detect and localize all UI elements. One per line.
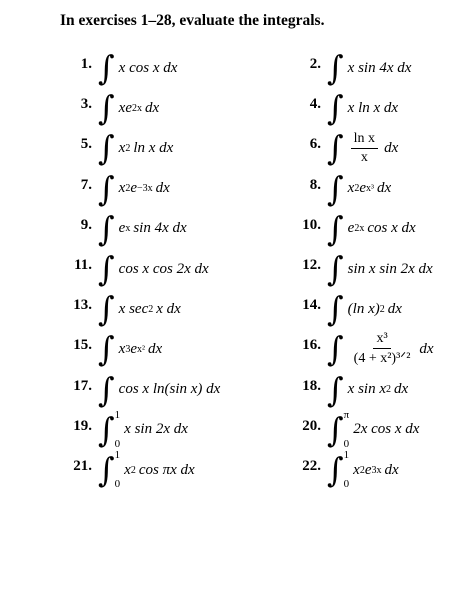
integrand-factor: e — [359, 180, 367, 197]
integrand-text: 2x cos x dx — [353, 421, 420, 438]
integral-sign: ∫ — [98, 450, 115, 490]
integral-sign: ∫ — [327, 289, 344, 330]
exercise-item — [74, 249, 209, 289]
exponent: 2 — [359, 464, 365, 476]
denominator: (4 + x²)³ᐟ² — [353, 351, 411, 367]
integral-expression — [98, 410, 188, 450]
integrand-text: x sec — [118, 300, 149, 317]
integrand-text: x — [118, 180, 126, 197]
page-heading: In exercises 1–28, evaluate the integrals. — [60, 12, 325, 29]
exercise-number: 22. — [302, 458, 321, 474]
integrand-rest: dx — [384, 461, 399, 478]
integral-limits — [115, 410, 121, 450]
integral-expression — [98, 48, 177, 88]
integral-sign: ∫ — [327, 369, 344, 410]
integrand-factor: e — [130, 180, 138, 197]
integrand-rest: dx — [148, 340, 163, 357]
integral-sign: ∫ — [98, 289, 115, 330]
integral-expression — [98, 289, 181, 329]
integrand-text: x ln x dx — [347, 99, 399, 116]
exercise-number: 9. — [80, 216, 92, 233]
lower-limit: 0 — [343, 478, 350, 490]
integrand-text: e — [347, 220, 355, 237]
integral-expression — [98, 450, 195, 490]
integral-expression — [327, 249, 433, 289]
exercise-item — [73, 329, 163, 370]
integrand-rest: dx — [377, 180, 392, 197]
integrand-rest: dx — [419, 340, 434, 357]
integral-sign: ∫ — [98, 249, 115, 289]
integral-sign: ∫ — [327, 450, 344, 490]
integral-expression — [98, 128, 173, 168]
integral-limits — [344, 450, 350, 490]
exercise-item — [80, 48, 178, 88]
exercise-item — [309, 88, 399, 129]
exercise-number: 19. — [73, 417, 92, 434]
upper-limit: 1 — [114, 449, 121, 461]
exponent: 2 — [125, 183, 131, 195]
integral-expression — [98, 209, 187, 249]
exercise-item — [80, 88, 160, 129]
integral-sign: ∫ — [98, 168, 115, 209]
exercise-number: 10. — [302, 216, 321, 233]
exponent: 2 — [386, 384, 391, 396]
integral-expression — [327, 370, 408, 410]
integral-expression — [327, 289, 402, 329]
integrand-text: (ln x) — [347, 300, 380, 317]
exercise-item — [309, 168, 392, 209]
exercise-number: 4. — [309, 96, 321, 113]
exercise-number: 6. — [309, 136, 321, 153]
exponent: 2 — [125, 142, 131, 154]
exercise-number: 17. — [73, 377, 92, 394]
integral-sign: ∫ — [98, 208, 115, 249]
integral-sign: ∫ — [327, 48, 344, 88]
integrand-rest: dx — [155, 180, 170, 197]
fraction — [351, 331, 414, 367]
integral-expression — [98, 169, 170, 209]
integral-sign: ∫ — [327, 208, 344, 249]
integral-sign: ∫ — [98, 128, 115, 169]
integral-sign: ∫ — [327, 249, 344, 289]
integral-sign: ∫ — [327, 168, 344, 209]
exponent: x³ — [366, 183, 375, 195]
integral-expression — [327, 169, 391, 209]
exercise-item — [302, 369, 409, 410]
integral-expression — [98, 249, 209, 289]
integrand-text: x — [353, 461, 360, 478]
integrand-text: x sin 4x dx — [347, 59, 412, 76]
integral-sign: ∫ — [327, 329, 344, 370]
exercise-item — [73, 289, 181, 330]
integrand-text: x sin 2x dx — [124, 421, 188, 438]
exercise-number: 5. — [80, 136, 92, 153]
exercise-item — [302, 208, 416, 249]
exercise-number: 12. — [302, 257, 321, 273]
exponent: 3x — [371, 464, 382, 476]
lower-limit: 0 — [114, 437, 121, 450]
integral-expression — [327, 410, 419, 450]
exercise-item — [80, 208, 187, 249]
exercise-number: 16. — [302, 337, 321, 354]
exercise-item — [302, 289, 402, 330]
integral-sign: ∫ — [98, 369, 115, 410]
integral-expression — [327, 329, 434, 369]
exercise-number: 14. — [302, 297, 321, 314]
integral-expression — [98, 88, 159, 128]
integrand-text: x — [347, 180, 355, 197]
exercise-item — [302, 408, 420, 450]
integrand-text: sin x sin 2x dx — [347, 260, 433, 277]
integral-expression — [327, 450, 399, 490]
exercise-number: 2. — [309, 56, 321, 72]
integrand-text: x sin x — [347, 381, 386, 398]
integral-expression — [98, 329, 162, 369]
exercise-item — [73, 408, 188, 450]
integrand-rest: dx — [387, 300, 402, 317]
exercise-number: 13. — [73, 297, 92, 314]
exercise-number: 11. — [74, 257, 92, 273]
exercise-item — [309, 48, 412, 88]
numerator: ln x — [351, 131, 378, 149]
exponent: 2 — [130, 464, 136, 476]
exponent: 2x — [132, 102, 142, 114]
exercise-item — [302, 249, 433, 289]
upper-limit: 1 — [114, 408, 121, 421]
integrand-rest: dx — [394, 381, 409, 398]
integral-sign: ∫ — [98, 409, 115, 450]
exercise-number: 3. — [80, 96, 92, 113]
integral-limits — [344, 410, 350, 450]
integral-sign: ∫ — [98, 329, 115, 370]
integral-sign: ∫ — [327, 128, 344, 169]
upper-limit: 1 — [343, 449, 350, 461]
integrand-text: xe — [118, 99, 132, 116]
exponent: 3 — [125, 343, 131, 355]
integral-sign: ∫ — [327, 409, 344, 450]
integrand-text: x — [118, 139, 126, 156]
integrand-text: x — [118, 340, 126, 357]
lower-limit: 0 — [343, 437, 350, 450]
integral-expression — [327, 48, 411, 88]
exercise-number: 20. — [302, 417, 321, 434]
exercise-item — [73, 369, 221, 410]
denominator: x — [360, 149, 368, 165]
exercise-item — [80, 168, 170, 209]
integral-limits — [115, 450, 121, 490]
integrand-text: e — [118, 220, 126, 237]
exponent: 2x — [354, 223, 365, 235]
integrand-rest: ln x dx — [133, 139, 174, 156]
lower-limit: 0 — [114, 478, 121, 490]
upper-limit: π — [343, 408, 350, 421]
exercise-item — [302, 449, 399, 490]
integrand-rest: dx — [145, 99, 160, 116]
integrand-rest: x dx — [156, 300, 181, 317]
fraction — [351, 131, 378, 166]
integrand-text: cos x cos 2x dx — [118, 260, 209, 277]
integrand-text: x cos x dx — [118, 59, 178, 76]
exercise-number: 7. — [80, 176, 92, 193]
integrand-factor: e — [364, 461, 372, 478]
integrand-rest: dx — [384, 139, 399, 156]
integrand-text: cos x ln(sin x) dx — [118, 381, 221, 398]
exercise-number: 1. — [80, 56, 92, 72]
numerator: x³ — [373, 331, 390, 349]
exponent: 2 — [379, 303, 385, 315]
integral-expression — [327, 209, 416, 249]
integrand-rest: cos πx dx — [138, 461, 195, 478]
exercise-item — [309, 128, 399, 169]
exponent: 2 — [354, 183, 360, 195]
integral-sign: ∫ — [327, 88, 344, 129]
exercise-item — [80, 128, 174, 169]
exponent: 2 — [148, 303, 154, 315]
exponent: −3x — [137, 183, 153, 195]
integral-expression — [327, 88, 398, 128]
exercise-number: 8. — [309, 176, 321, 193]
integral-expression — [98, 370, 220, 410]
integral-sign: ∫ — [98, 88, 115, 129]
integral-sign: ∫ — [98, 48, 115, 88]
exponent: x² — [137, 343, 146, 355]
exercise-item — [73, 449, 195, 490]
exercise-number: 15. — [73, 337, 92, 354]
integrand-rest: sin 4x dx — [133, 220, 187, 237]
integrand-rest: cos x dx — [367, 220, 416, 237]
exercise-number: 18. — [302, 377, 321, 394]
integrand-text: x — [124, 461, 131, 478]
integral-expression — [327, 128, 398, 168]
exercise-item — [302, 329, 434, 370]
integrand-factor: e — [130, 340, 138, 357]
exponent: x — [125, 223, 131, 235]
exercise-number: 21. — [73, 458, 92, 474]
